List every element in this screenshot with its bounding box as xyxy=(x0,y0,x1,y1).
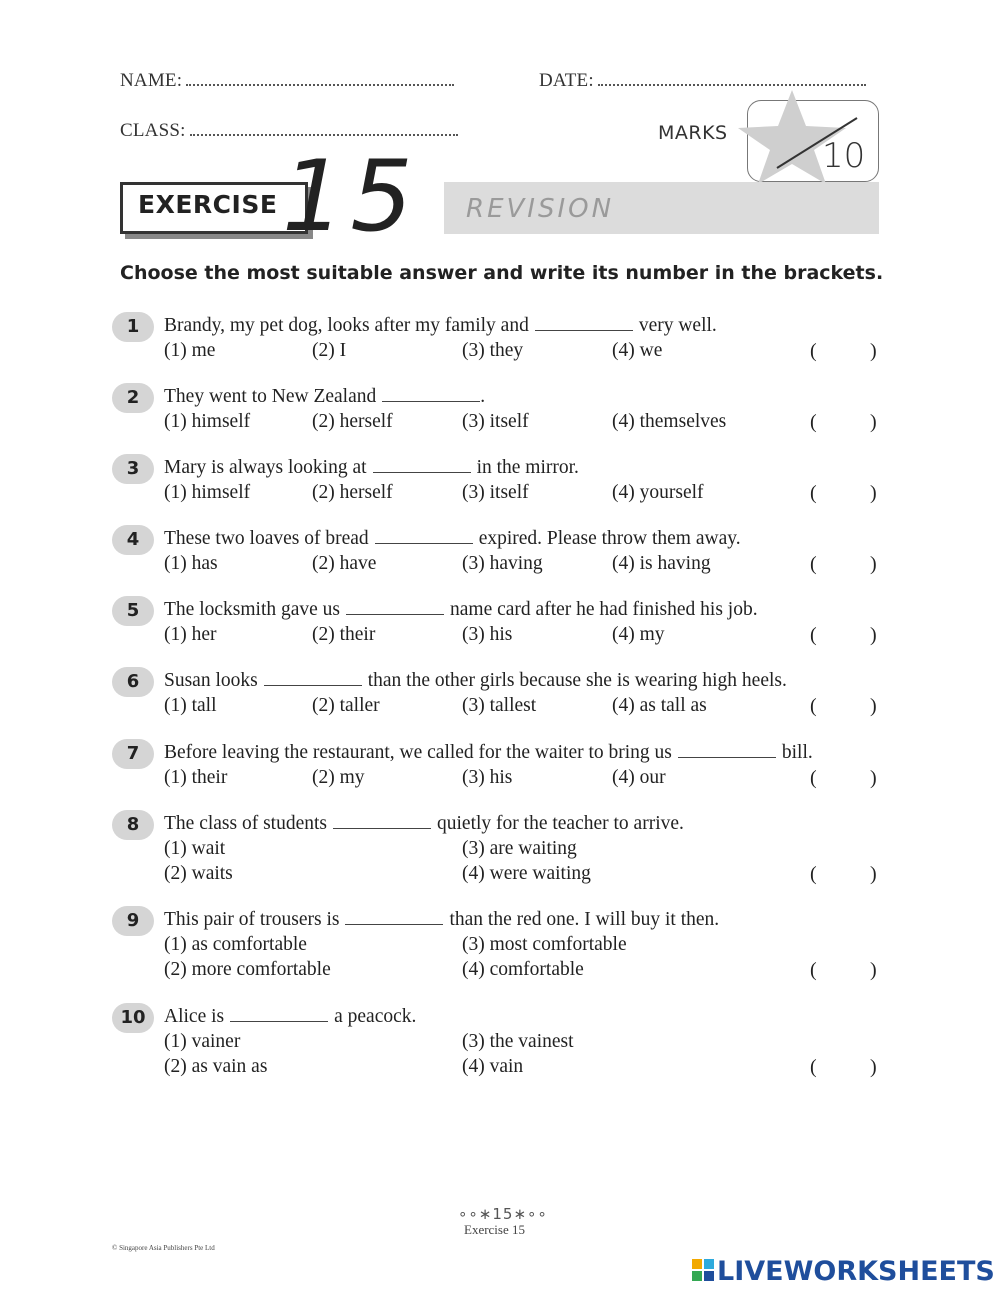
stem-after: in the mirror. xyxy=(476,457,579,478)
stem-after: a peacock. xyxy=(334,1006,417,1027)
option: (4) my xyxy=(612,624,665,645)
answer-bracket-open[interactable]: ( xyxy=(810,624,817,646)
class-field xyxy=(120,120,458,142)
date-label: DATE: xyxy=(539,70,594,91)
answer-bracket-open[interactable]: ( xyxy=(810,411,817,433)
answer-blank[interactable] xyxy=(264,684,362,686)
name-label: NAME: xyxy=(120,70,183,91)
question-number: 2 xyxy=(112,383,154,413)
section-title: REVISION xyxy=(466,194,615,224)
answer-bracket-open[interactable]: ( xyxy=(810,340,817,362)
option: (2) their xyxy=(312,624,376,645)
answer-bracket-close: ) xyxy=(870,695,877,717)
option: (2) my xyxy=(312,767,365,788)
answer-blank[interactable] xyxy=(333,827,431,829)
stem-before: This pair of trousers is xyxy=(164,909,340,930)
answer-blank[interactable] xyxy=(535,329,633,331)
option: (3) his xyxy=(462,767,513,788)
answer-bracket-close: ) xyxy=(870,340,877,362)
option: (1) wait xyxy=(164,838,226,859)
answer-blank[interactable] xyxy=(375,542,473,544)
answer-bracket-close: ) xyxy=(870,624,877,646)
option: (3) the vainest xyxy=(462,1031,574,1052)
stem-after: than the other girls because she is wearing high heels. xyxy=(367,670,787,691)
answer-bracket-close: ) xyxy=(870,553,877,575)
option: (1) has xyxy=(164,553,218,574)
answer-bracket-close: ) xyxy=(870,482,877,504)
option: (4) yourself xyxy=(612,482,704,503)
question-stem xyxy=(164,813,684,835)
liveworksheets-brand[interactable]: LIVEWORKSHEETS xyxy=(717,1256,995,1287)
answer-blank[interactable] xyxy=(346,613,444,615)
answer-bracket-open[interactable]: ( xyxy=(810,695,817,717)
answer-bracket-close: ) xyxy=(870,411,877,433)
marks-total: 10 xyxy=(822,136,866,176)
option: (3) are waiting xyxy=(462,838,577,859)
stem-before: Before leaving the restaurant, we called for the waiter to bring us xyxy=(164,742,672,763)
answer-bracket-open[interactable]: ( xyxy=(810,553,817,575)
question-stem xyxy=(164,599,758,621)
option: (4) comfortable xyxy=(462,959,584,980)
option: (2) more comfortable xyxy=(164,959,331,980)
answer-bracket-close: ) xyxy=(870,863,877,885)
page-exercise: Exercise 15 xyxy=(464,1222,526,1237)
option: (1) their xyxy=(164,767,228,788)
option: (2) herself xyxy=(312,482,393,503)
option: (1) her xyxy=(164,624,217,645)
answer-bracket-open[interactable]: ( xyxy=(810,1056,817,1078)
question-number: 8 xyxy=(112,810,154,840)
option: (2) have xyxy=(312,553,377,574)
stem-after: . xyxy=(480,386,486,407)
option: (1) tall xyxy=(164,695,217,716)
liveworksheets-logo-icon xyxy=(692,1259,714,1281)
question-number: 5 xyxy=(112,596,154,626)
question-stem xyxy=(164,742,813,764)
question-stem xyxy=(164,386,485,408)
class-line[interactable] xyxy=(190,133,458,136)
page-dots-left: ∘∘∗ xyxy=(458,1205,493,1223)
answer-bracket-open[interactable]: ( xyxy=(810,863,817,885)
stem-before: Susan looks xyxy=(164,670,258,691)
question-stem xyxy=(164,457,579,479)
stem-after: very well. xyxy=(638,315,717,336)
option: (1) vainer xyxy=(164,1031,241,1052)
option: (2) I xyxy=(312,340,347,361)
stem-after: quietly for the teacher to arrive. xyxy=(437,813,684,834)
exercise-label: EXERCISE xyxy=(138,190,278,219)
answer-bracket-close: ) xyxy=(870,767,877,789)
option: (3) his xyxy=(462,624,513,645)
answer-blank[interactable] xyxy=(373,471,471,473)
class-label: CLASS: xyxy=(120,120,186,141)
question-stem xyxy=(164,909,719,931)
stem-before: Brandy, my pet dog, looks after my family and xyxy=(164,315,529,336)
option: (4) vain xyxy=(462,1056,524,1077)
option: (2) as vain as xyxy=(164,1056,268,1077)
exercise-number: 15 xyxy=(282,140,419,254)
stem-before: They went to New Zealand xyxy=(164,386,377,407)
question-number: 4 xyxy=(112,525,154,555)
option: (2) waits xyxy=(164,863,233,884)
name-line[interactable] xyxy=(186,83,454,86)
stem-after: name card after he had finished his job. xyxy=(450,599,758,620)
question-stem xyxy=(164,315,717,337)
question-number: 3 xyxy=(112,454,154,484)
option: (3) having xyxy=(462,553,543,574)
name-field xyxy=(120,70,454,92)
option: (4) our xyxy=(612,767,666,788)
answer-blank[interactable] xyxy=(382,400,480,402)
option: (3) most comfortable xyxy=(462,934,627,955)
stem-after: expired. Please throw them away. xyxy=(478,528,741,549)
stem-before: Mary is always looking at xyxy=(164,457,367,478)
option: (4) themselves xyxy=(612,411,727,432)
option: (1) as comfortable xyxy=(164,934,307,955)
stem-before: The locksmith gave us xyxy=(164,599,341,620)
option: (4) is having xyxy=(612,553,711,574)
answer-bracket-open[interactable]: ( xyxy=(810,959,817,981)
stem-after: bill. xyxy=(781,742,813,763)
page-number xyxy=(458,1205,548,1223)
option: (1) me xyxy=(164,340,216,361)
option: (2) herself xyxy=(312,411,393,432)
option: (2) taller xyxy=(312,695,380,716)
answer-bracket-close: ) xyxy=(870,1056,877,1078)
option: (3) itself xyxy=(462,411,529,432)
question-stem xyxy=(164,528,741,550)
answer-blank[interactable] xyxy=(230,1020,328,1022)
answer-bracket-open[interactable]: ( xyxy=(810,767,817,789)
option: (4) were waiting xyxy=(462,863,591,884)
question-number: 6 xyxy=(112,667,154,697)
question-number: 9 xyxy=(112,906,154,936)
question-number: 10 xyxy=(112,1003,154,1033)
option: (3) tallest xyxy=(462,695,537,716)
question-stem xyxy=(164,670,787,692)
stem-before: The class of students xyxy=(164,813,328,834)
option: (3) they xyxy=(462,340,524,361)
option: (4) as tall as xyxy=(612,695,707,716)
question-stem xyxy=(164,1006,416,1028)
option: (1) himself xyxy=(164,411,251,432)
option: (4) we xyxy=(612,340,663,361)
page-dots-right: ∗∘∘ xyxy=(513,1205,548,1223)
option: (1) himself xyxy=(164,482,251,503)
marks-label: MARKS xyxy=(658,122,728,144)
page-number-value: 15 xyxy=(492,1205,514,1223)
copyright: © Singapore Asia Publishers Pte Ltd xyxy=(112,1244,215,1252)
stem-before: These two loaves of bread xyxy=(164,528,369,549)
answer-bracket-open[interactable]: ( xyxy=(810,482,817,504)
stem-before: Alice is xyxy=(164,1006,225,1027)
question-number: 7 xyxy=(112,739,154,769)
stem-after: than the red one. I will buy it then. xyxy=(449,909,720,930)
option: (3) itself xyxy=(462,482,529,503)
answer-blank[interactable] xyxy=(345,923,443,925)
question-number: 1 xyxy=(112,312,154,342)
instructions: Choose the most suitable answer and write its number in the brackets. xyxy=(120,262,884,284)
answer-bracket-close: ) xyxy=(870,959,877,981)
answer-blank[interactable] xyxy=(678,756,776,758)
